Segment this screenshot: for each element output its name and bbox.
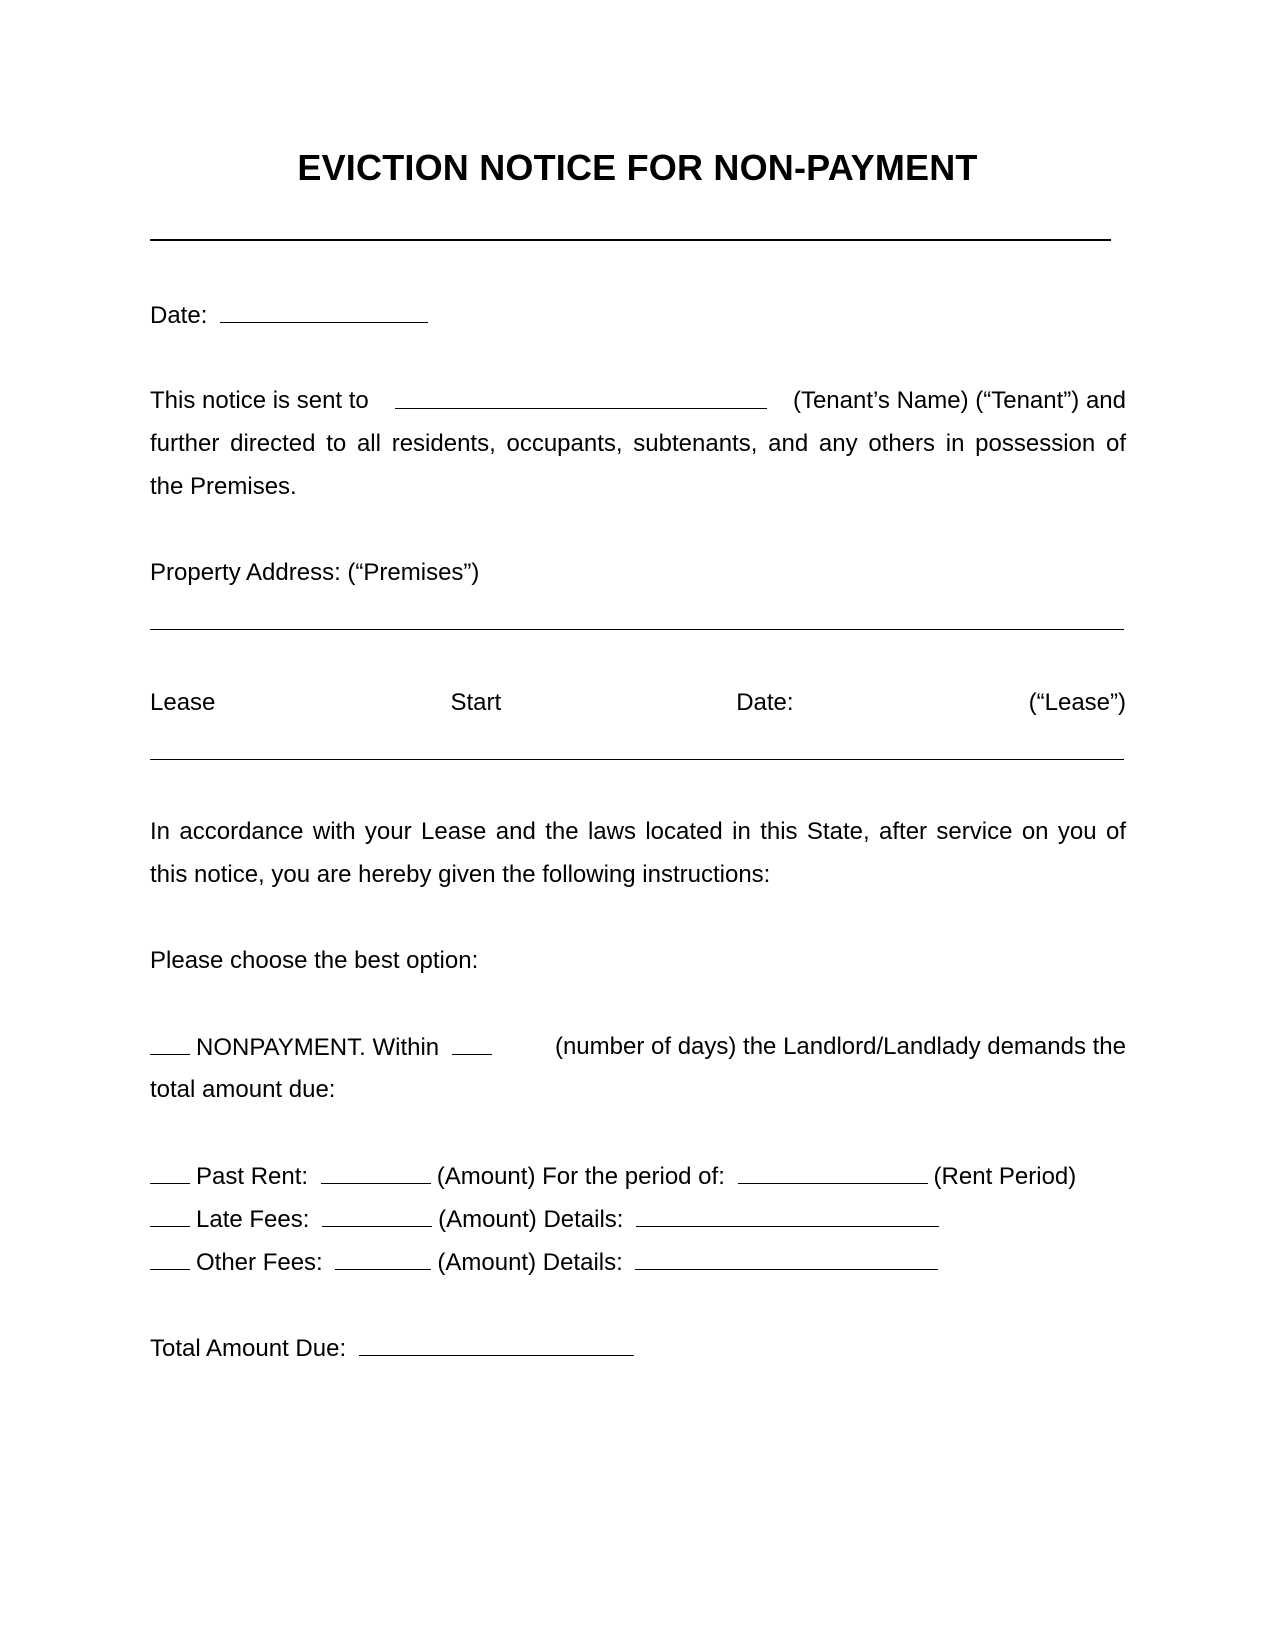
nonpayment-line-2: total amount due: [150,1076,336,1103]
property-address-field[interactable] [150,629,1124,630]
past-rent-amount-field[interactable] [321,1161,431,1184]
start-word: Start [450,689,502,716]
accordance-line-2: this notice, you are hereby given the following instructions: [150,861,771,888]
notice-line-2: further directed to all residents, occupants, subtenants, and any others in possession of [150,430,1126,457]
document-title: EVICTION NOTICE FOR NON-PAYMENT [297,147,978,188]
late-fees-details-field[interactable] [636,1204,939,1227]
rent-period-field[interactable] [738,1161,928,1184]
total-amount-label: Total Amount Due: [150,1335,347,1362]
accordance-line-1: In accordance with your Lease and the laws located in this State, after service on you of [150,818,1126,845]
late-fees-checkbox[interactable] [150,1204,190,1227]
total-amount-field[interactable] [359,1333,634,1356]
days-label: (number of days) the Landlord/Landlady demands the [554,1033,1126,1060]
total-amount-line [150,1333,640,1364]
title-divider [150,239,1111,241]
date-label: Date: [150,302,208,329]
tenant-name-label: (Tenant’s Name) (“Tenant”) and [792,387,1126,414]
date-field[interactable] [220,300,428,323]
past-rent-line [150,1161,1076,1192]
past-rent-checkbox[interactable] [150,1161,190,1184]
tenant-name-field[interactable] [395,386,767,409]
lease-start-line [150,688,1126,718]
other-fees-details-field[interactable] [635,1247,938,1270]
notice-sent-to: This notice is sent to [150,387,369,414]
property-address-label: Property Address: (“Premises”) [150,559,480,586]
past-rent-label: Past Rent: [196,1163,309,1190]
other-fees-amount-field[interactable] [335,1247,431,1270]
notice-line-1 [150,386,1126,416]
nonpayment-checkbox[interactable] [150,1032,190,1055]
other-fees-checkbox[interactable] [150,1247,190,1270]
late-fees-label: Late Fees: [196,1206,310,1233]
nonpayment-label: NONPAYMENT. Within [196,1034,440,1061]
lease-start-field[interactable] [150,759,1124,760]
late-fees-line [150,1204,945,1235]
late-fees-amount-field[interactable] [322,1204,432,1227]
lease-label: (“Lease”) [1028,689,1126,716]
rent-period-label: (Rent Period) [933,1163,1077,1190]
lease-word: Lease [150,689,216,716]
notice-line-3: the Premises. [150,473,297,500]
past-rent-amount-label: (Amount) For the period of: [436,1163,725,1190]
late-fees-amount-label: (Amount) Details: [438,1206,624,1233]
other-fees-label: Other Fees: [196,1249,323,1276]
other-fees-line [150,1247,944,1278]
date-line [150,300,434,331]
date-word: Date: [736,689,794,716]
days-field[interactable] [452,1032,492,1055]
choose-option-label: Please choose the best option: [150,947,479,974]
nonpayment-line-1 [150,1032,1126,1063]
other-fees-amount-label: (Amount) Details: [437,1249,623,1276]
